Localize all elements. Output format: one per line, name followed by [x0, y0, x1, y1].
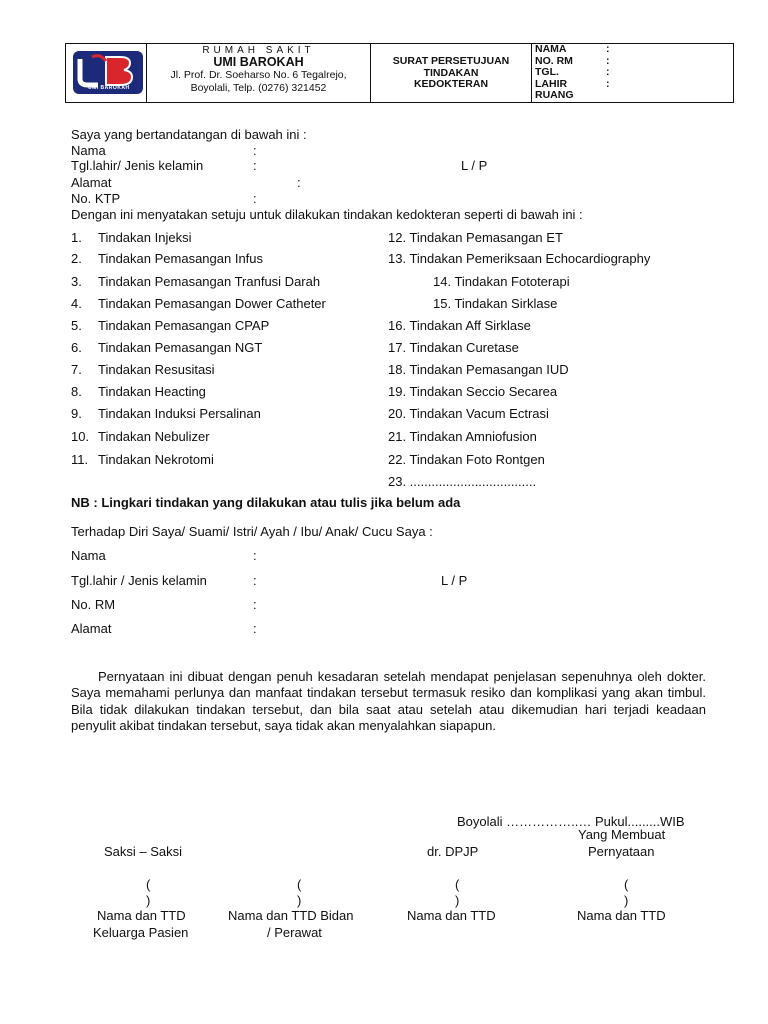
document-title	[371, 44, 531, 102]
header-divider	[531, 44, 532, 102]
doctor-heading: dr. DPJP	[427, 844, 479, 859]
family-sign-label-line2: Keluarga Pasien	[93, 925, 189, 940]
consent-statement: Dengan ini menyatakan setuju untuk dilakukan tindakan kedokteran seperti di bawah ini :	[71, 207, 583, 222]
title-line: TINDAKAN	[423, 66, 479, 79]
signer-address-label: Alamat	[71, 175, 112, 190]
procedure-item: 20. Tindakan Vacum Ectrasi	[388, 406, 549, 421]
meta-colon: :	[606, 43, 610, 55]
meta-row	[535, 90, 733, 102]
procedure-item: 15. Tindakan Sirklase	[433, 296, 558, 311]
signer-ktp-colon: :	[253, 191, 257, 206]
meta-colon: :	[606, 66, 610, 79]
hospital-address-line2: Boyolali, Telp. (0276) 321452	[190, 82, 327, 94]
signature-paren-open: (	[146, 877, 151, 892]
patient-rm-label: No. RM	[71, 597, 116, 612]
procedure-number: 11.	[71, 452, 89, 467]
signature-paren-close: )	[624, 893, 629, 908]
procedure-item: Tindakan Pemasangan Tranfusi Darah	[98, 274, 321, 289]
signer-name-colon: :	[253, 143, 257, 158]
procedure-number: 9.	[71, 406, 82, 421]
hospital-address-line1: Jl. Prof. Dr. Soeharso No. 6 Tegalrejo,	[170, 69, 347, 81]
meta-row	[535, 56, 733, 68]
patient-name-colon: :	[253, 548, 257, 563]
nurse-sign-label: Nama dan TTD Bidan	[228, 908, 354, 923]
hospital-logo	[72, 49, 144, 96]
title-line: SURAT PERSETUJUAN	[392, 55, 510, 67]
declaration-paragraph: Pernyataan ini dibuat dengan penuh kesadaran setelah mendapat penjelasan sepenuhnya oleh dokter. Saya memahami perlunya dan manfaat tindakan tersebut termasuk resiko dan komplikasi yang akan timbul. Bila tidak dilakukan tindakan tersebut, dan bila saat atau setelah atau dikemudian hari terjadi keadaan penyulit akibat tindakan tersebut, saya tidak akan menyalahkan siapapun.	[71, 669, 706, 733]
procedure-item: Tindakan Resusitasi	[98, 362, 215, 377]
procedure-item: Tindakan Pemasangan Dower Catheter	[98, 296, 326, 311]
procedure-item: 22. Tindakan Foto Rontgen	[388, 452, 545, 467]
witnesses-heading: Saksi – Saksi	[104, 844, 183, 859]
patient-address-colon: :	[253, 621, 257, 636]
document-header	[65, 43, 734, 103]
procedure-item: 18. Tindakan Pemasangan IUD	[388, 362, 569, 377]
procedure-item: Tindakan Pemasangan NGT	[98, 340, 263, 355]
meta-label: TGL.	[535, 66, 559, 79]
procedure-item: 14. Tindakan Fototerapi	[433, 274, 570, 289]
procedure-number: 4.	[71, 296, 82, 311]
procedure-number: 1.	[71, 230, 82, 245]
patient-name-label: Nama	[71, 548, 106, 563]
procedure-number: 7.	[71, 362, 82, 377]
signature-paren-close: )	[455, 893, 460, 908]
procedure-number: 5.	[71, 318, 82, 333]
meta-label: NAMA	[535, 43, 567, 55]
procedure-item: 19. Tindakan Seccio Secarea	[388, 384, 558, 399]
procedure-number: 10.	[71, 429, 90, 444]
signer-intro: Saya yang bertandatangan di bawah ini :	[71, 127, 307, 142]
signature-paren-open: (	[297, 877, 302, 892]
procedure-item: 13. Tindakan Pemeriksaan Echocardiography	[388, 251, 651, 266]
patient-gender: L / P	[441, 573, 468, 588]
signer-gender: L / P	[461, 158, 488, 173]
signer-name-label: Nama	[71, 143, 106, 158]
procedure-number: 8.	[71, 384, 82, 399]
procedure-item: 12. Tindakan Pemasangan ET	[388, 230, 563, 245]
maker-sign-label: Nama dan TTD	[577, 908, 666, 923]
procedure-item: Tindakan Nebulizer	[98, 429, 210, 444]
procedure-item: Tindakan Pemasangan CPAP	[98, 318, 270, 333]
procedure-item: Tindakan Heacting	[98, 384, 206, 399]
signature-paren-open: (	[624, 877, 629, 892]
meta-label: NO. RM	[535, 54, 573, 67]
family-sign-label: Nama dan TTD	[97, 908, 186, 923]
patient-dob-label: Tgl.lahir / Jenis kelamin	[71, 573, 207, 588]
signer-address-colon: :	[297, 175, 301, 190]
signature-paren-open: (	[455, 877, 460, 892]
procedure-item: Tindakan Induksi Persalinan	[98, 406, 261, 421]
logo-caption: UMI BAROKAH	[88, 85, 130, 91]
procedure-item	[71, 230, 82, 245]
maker-title-line2: Pernyataan	[588, 844, 655, 859]
hospital-info	[147, 44, 370, 102]
patient-meta	[533, 44, 733, 102]
title-line: KEDOKTERAN	[413, 78, 489, 90]
signature-paren-close: )	[297, 893, 302, 908]
procedure-item: 21. Tindakan Amniofusion	[388, 429, 537, 444]
meta-colon: :	[606, 77, 610, 90]
instruction-note: NB : Lingkari tindakan yang dilakukan atau tulis jika belum ada	[71, 495, 461, 510]
procedure-item: 16. Tindakan Aff Sirklase	[388, 318, 531, 333]
signer-dob-colon: :	[253, 158, 257, 173]
hospital-type: RUMAH SAKIT	[202, 45, 315, 56]
doctor-sign-label: Nama dan TTD	[407, 908, 496, 923]
nurse-sign-label-line2: / Perawat	[267, 925, 322, 940]
procedure-item: 17. Tindakan Curetase	[388, 340, 519, 355]
meta-colon: :	[606, 54, 610, 67]
patient-address-label: Alamat	[71, 621, 112, 636]
procedure-number: 3.	[71, 274, 82, 289]
maker-title-line1: Yang Membuat	[578, 827, 666, 842]
procedure-item: 23. ...................................	[388, 474, 537, 489]
place-date-time: Boyolali ……………..… Pukul.........WIB	[457, 814, 685, 829]
meta-label: LAHIR	[535, 77, 568, 90]
patient-rm-colon: :	[253, 597, 257, 612]
procedure-number: 6.	[71, 340, 82, 355]
signer-dob-label: Tgl.lahir/ Jenis kelamin	[71, 158, 204, 173]
patient-dob-colon: :	[253, 573, 257, 588]
signature-paren-close: )	[146, 893, 151, 908]
patient-intro: Terhadap Diri Saya/ Suami/ Istri/ Ayah / Ibu/ Anak/ Cucu Saya :	[71, 524, 433, 539]
meta-label: RUANG	[535, 89, 574, 102]
procedure-number: 2.	[71, 251, 82, 266]
procedure-item: Tindakan Nekrotomi	[98, 452, 214, 467]
procedure-item: Tindakan Injeksi	[98, 230, 192, 245]
meta-row	[535, 44, 733, 56]
signer-ktp-label: No. KTP	[71, 191, 121, 206]
procedure-item: Tindakan Pemasangan Infus	[98, 251, 264, 266]
hospital-name: UMI BAROKAH	[213, 55, 304, 69]
